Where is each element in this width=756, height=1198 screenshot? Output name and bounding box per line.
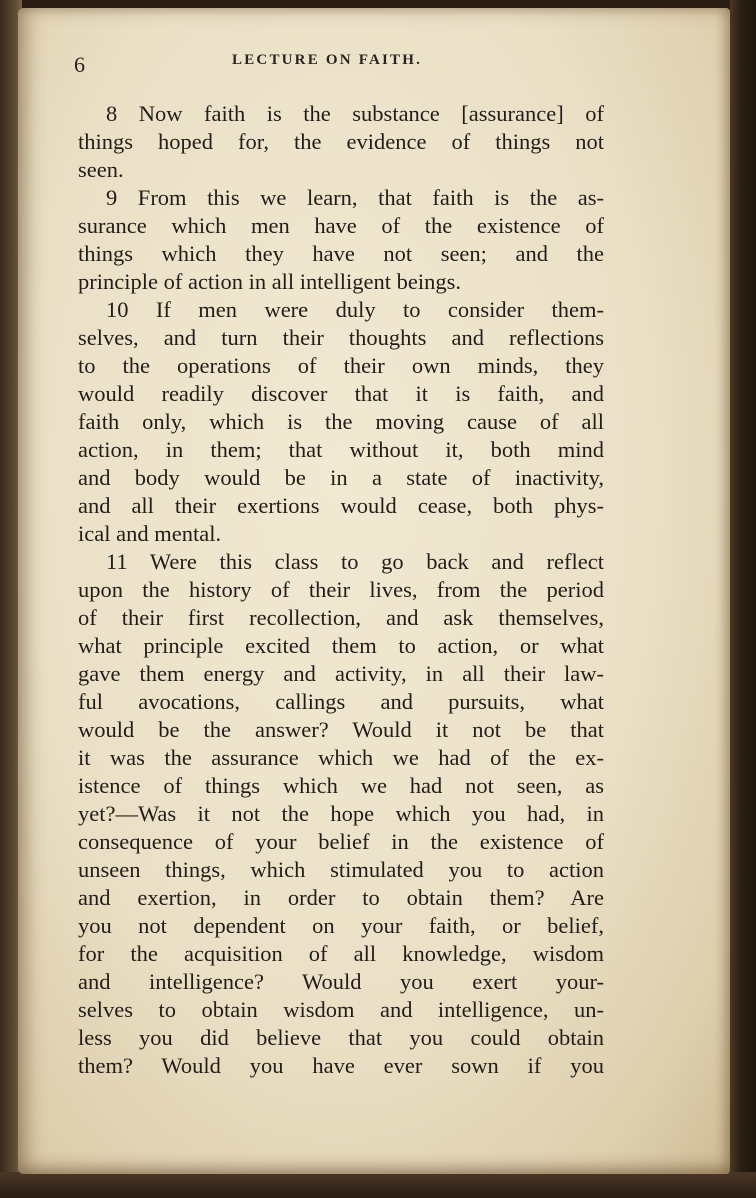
text-line: things hoped for, the evidence of things not [78, 129, 604, 154]
page-edge-right [730, 0, 756, 1198]
text-line: faith only, which is the moving cause of all [78, 409, 604, 434]
text-line: istence of things which we had not seen, as [78, 773, 604, 798]
text-line: what principle excited them to action, or what [78, 633, 604, 658]
text-line: them? Would you have ever sown if you [78, 1053, 604, 1078]
text-line: ful avocations, callings and pursuits, what [78, 689, 604, 714]
text-line: it was the assurance which we had of the ex- [78, 745, 604, 770]
text-line: selves, and turn their thoughts and reflections [78, 325, 604, 350]
text-line: would readily discover that it is faith, and [78, 381, 604, 406]
text-line: 10 If men were duly to consider them- [106, 297, 604, 322]
text-line: you not dependent on your faith, or belief, [78, 913, 604, 938]
text-line: unseen things, which stimulated you to action [78, 857, 604, 882]
text-line: ical and mental. [78, 521, 222, 546]
text-line: yet?—Was it not the hope which you had, in [78, 801, 604, 826]
text-line: of their first recollection, and ask themselves, [78, 605, 604, 630]
text-line: for the acquisition of all knowledge, wisdom [78, 941, 604, 966]
text-line: and exertion, in order to obtain them? Are [78, 885, 604, 910]
text-line: upon the history of their lives, from the period [78, 577, 604, 602]
text-line: things which they have not seen; and the [78, 241, 604, 266]
text-line: 9 From this we learn, that faith is the as- [106, 185, 604, 210]
text-line: surance which men have of the existence of [78, 213, 604, 238]
text-line: selves to obtain wisdom and intelligence, un- [78, 997, 604, 1022]
text-line: and body would be in a state of inactivity, [78, 465, 604, 490]
text-line: action, in them; that without it, both mind [78, 437, 604, 462]
text-line: and intelligence? Would you exert your- [78, 969, 604, 994]
text-line: 11 Were this class to go back and reflect [106, 549, 604, 574]
page-edge-bottom [0, 1172, 756, 1198]
text-line: consequence of your belief in the existence of [78, 829, 604, 854]
text-line: seen. [78, 157, 124, 182]
page-number: 6 [74, 52, 85, 77]
text-line: principle of action in all intelligent beings. [78, 269, 462, 294]
text-line: would be the answer? Would it not be that [78, 717, 604, 742]
text-line: gave them energy and activity, in all their law- [78, 661, 604, 686]
running-title: LECTURE ON FAITH. [232, 52, 423, 68]
text-line: to the operations of their own minds, they [78, 353, 604, 378]
text-line: less you did believe that you could obtain [78, 1025, 604, 1050]
text-line: and all their exertions would cease, both phys- [78, 493, 604, 518]
text-line: 8 Now faith is the substance [assurance] of [106, 101, 604, 126]
